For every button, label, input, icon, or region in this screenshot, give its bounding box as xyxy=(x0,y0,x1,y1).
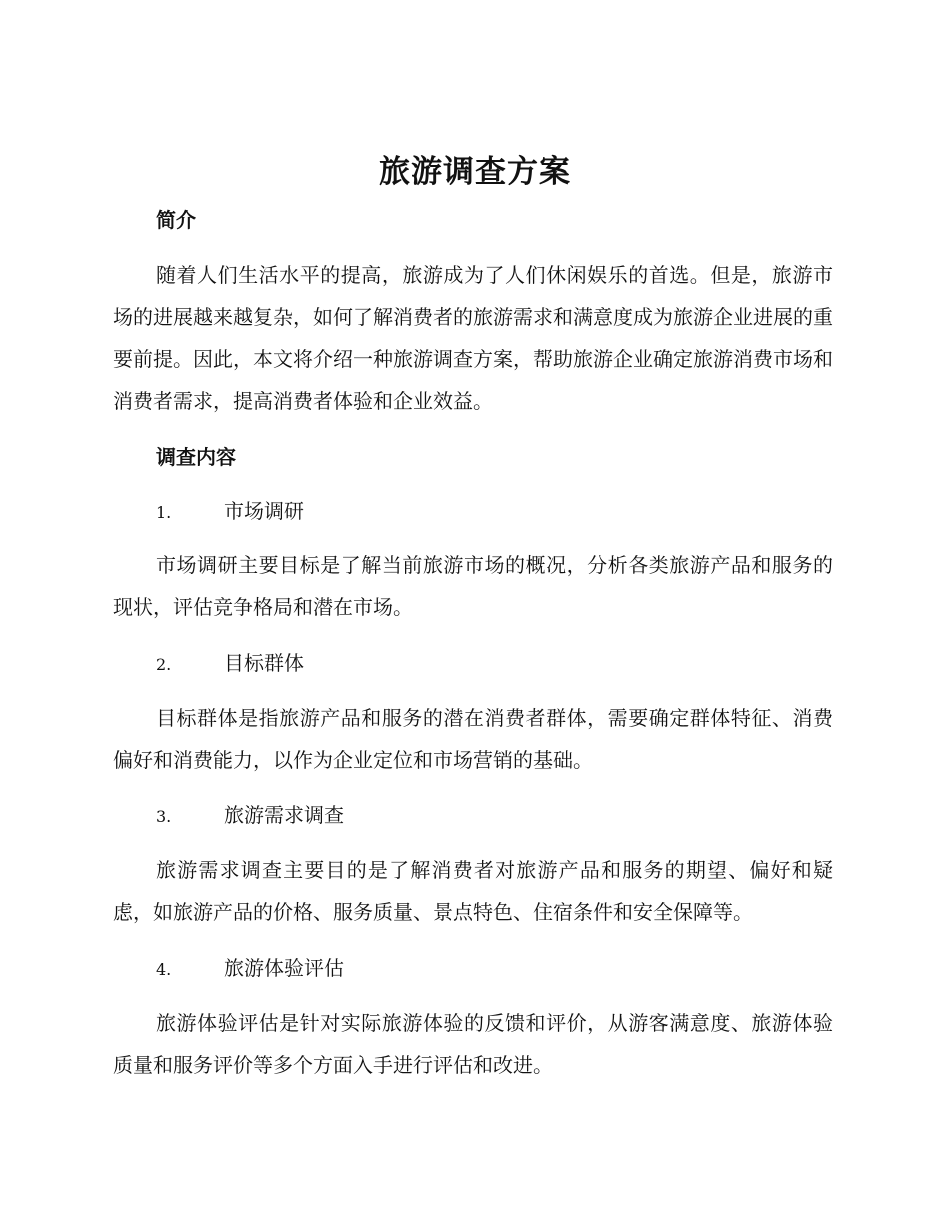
list-item-number: 1. xyxy=(156,503,172,522)
item-paragraph-4 xyxy=(113,1002,833,1086)
list-item-1 xyxy=(156,497,304,527)
item-paragraph-2 xyxy=(113,697,833,781)
list-item-title: 旅游需求调查 xyxy=(224,803,344,827)
list-item-number: 2. xyxy=(156,655,172,674)
list-item-3 xyxy=(156,801,344,831)
document-title: 旅游调查方案 xyxy=(379,154,571,190)
list-item-4 xyxy=(156,954,344,984)
list-item-number: 4. xyxy=(156,960,172,979)
item-paragraph-3 xyxy=(113,849,833,933)
paragraph-text: 随着人们生活水平的提高，旅游成为了人们休闲娱乐的首选。但是，旅游市场的进展越来越复杂，如何了解消费者的旅游需求和满意度成为旅游企业进展的重要前提。因此，本文将介绍一种旅游调查方案，帮助旅游企业确定旅游消费市场和消费者需求，提高消费者体验和企业效益。 xyxy=(113,263,833,413)
section-heading-content: 调查内容 xyxy=(156,445,236,469)
list-item-number: 3. xyxy=(156,807,172,826)
paragraph-text: 市场调研主要目标是了解当前旅游市场的概况，分析各类旅游产品和服务的现状，评估竞争格局和潜在市场。 xyxy=(113,553,833,619)
intro-paragraph xyxy=(113,254,833,422)
list-item-title: 市场调研 xyxy=(224,499,304,523)
paragraph-text: 目标群体是指旅游产品和服务的潜在消费者群体，需要确定群体特征、消费偏好和消费能力，以作为企业定位和市场营销的基础。 xyxy=(113,706,833,772)
paragraph-text: 旅游体验评估是针对实际旅游体验的反馈和评价，从游客满意度、旅游体验质量和服务评价等多个方面入手进行评估和改进。 xyxy=(113,1011,833,1077)
list-item-title: 目标群体 xyxy=(224,651,304,675)
section-heading-intro: 简介 xyxy=(156,208,196,232)
list-item-2 xyxy=(156,649,304,679)
item-paragraph-1 xyxy=(113,544,833,628)
paragraph-text: 旅游需求调查主要目的是了解消费者对旅游产品和服务的期望、偏好和疑虑，如旅游产品的价格、服务质量、景点特色、住宿条件和安全保障等。 xyxy=(113,858,833,924)
list-item-title: 旅游体验评估 xyxy=(224,956,344,980)
